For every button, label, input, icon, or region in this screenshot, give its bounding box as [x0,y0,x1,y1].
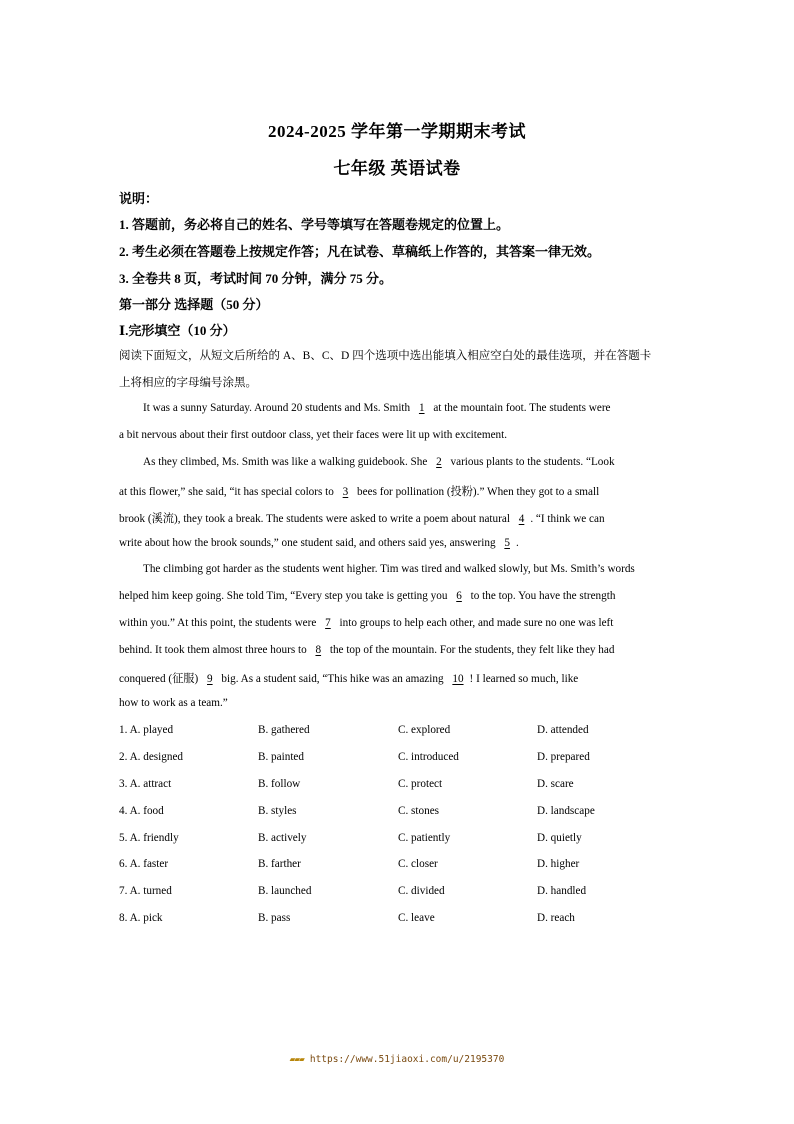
option: 2. A. designed [119,751,184,763]
blank-2: 2 [436,456,442,468]
option: 6. A. faster [119,858,169,870]
exam-subtitle: 七年级 英语试卷 [333,159,461,178]
blank-9: 9 [207,673,213,685]
option: D. quietly [537,832,582,844]
option-row-2 [119,751,679,767]
passage-line: a bit nervous about their first outdoor class, yet their faces were lit up with excitement. [119,429,508,441]
footer-url[interactable]: https://www.51jiaoxi.com/u/2195370 [309,1054,505,1065]
instruction-item-1: 1. 答题前，务必将自己的姓名、学号等填写在答题卷规定的位置上。 [119,217,510,232]
option: D. higher [537,858,580,870]
instructions-label: 说明： [119,191,159,206]
blank-5: 5 [504,537,510,549]
blank-6: 6 [456,590,462,602]
directions-line-1: 阅读下面短文，从短文后所给的 A、B、C、D 四个选项中选出能填入相应空白处的最佳选项，并在答题卡 [119,350,652,362]
option: B. actively [258,832,307,844]
blank-4: 4 [518,513,525,525]
blank-8: 8 [315,644,322,656]
section-title: Ⅰ.完形填空（10 分） [119,323,236,338]
passage-line: conquered (征服) 9 big. As a student said, “This hike was an amazing 10 ! I learned so much, like [119,673,579,685]
option-row-6 [119,858,679,874]
option: D. prepared [537,751,590,763]
passage-line: at this flower,” she said, “it has special colors to 3 bees for pollination (投粉).” When they got to a small [119,486,600,498]
option: D. attended [537,724,589,736]
option: 5. A. friendly [119,832,179,844]
option: D. scare [537,778,574,790]
instruction-item-3: 3. 全卷共 8 页，考试时间 70 分钟，满分 75 分。 [119,271,393,286]
option: C. introduced [398,751,459,763]
option-row-3 [119,778,679,794]
option: C. patiently [398,832,451,844]
option-row-5 [119,832,679,848]
option-row-1 [119,724,679,740]
passage-line: It was a sunny Saturday. Around 20 students and Ms. Smith 1 at the mountain foot. The students were [143,402,611,414]
option: 7. A. turned [119,885,172,897]
option: B. launched [258,885,312,897]
exam-title: 2024-2025 学年第一学期期末考试 [268,122,526,141]
option-row-4 [119,805,679,821]
option: D. landscape [537,805,595,817]
option-row-8 [119,912,679,928]
passage-line: brook (溪流), they took a break. The students were asked to write a poem about natural 4 . “I think we can [119,513,605,525]
option: B. pass [258,912,291,924]
passage-line: write about how the brook sounds,” one student said, and others said yes, answering 5 . [119,537,519,549]
option: 1. A. played [119,724,174,736]
option: B. farther [258,858,301,870]
option: 3. A. attract [119,778,172,790]
blank-10: 10 [452,673,464,685]
option: D. reach [537,912,575,924]
passage-line: helped him keep going. She told Tim, “Every step you take is getting you 6 to the top. You have the strength [119,590,616,602]
option: C. explored [398,724,451,736]
option: B. styles [258,805,297,817]
option: 8. A. pick [119,912,163,924]
option: C. leave [398,912,435,924]
option: C. divided [398,885,445,897]
option-row-7 [119,885,679,901]
passage-line: how to work as a team.” [119,697,228,709]
option: C. closer [398,858,438,870]
option: C. stones [398,805,440,817]
option: B. painted [258,751,304,763]
option: 4. A. food [119,805,164,817]
directions-line-2: 上将相应的字母编号涂黑。 [119,377,257,389]
passage-line: within you.” At this point, the students were 7 into groups to help each other, and made sure no one was left [119,617,614,629]
part-heading: 第一部分 选择题（50 分） [119,297,269,312]
footer-watermark [0,1054,794,1065]
option: D. handled [537,885,587,897]
site-logo-icon: ▰▰▰ [289,1054,304,1065]
blank-3: 3 [342,486,349,498]
passage-line: behind. It took them almost three hours to 8 the top of the mountain. For the students, they felt like they had [119,644,615,656]
blank-7: 7 [325,617,331,629]
instruction-item-2: 2. 考生必须在答题卷上按规定作答；凡在试卷、草稿纸上作答的，其答案一律无效。 [119,244,601,259]
option: C. protect [398,778,443,790]
passage-line: As they climbed, Ms. Smith was like a walking guidebook. She 2 various plants to the students. “Look [143,456,615,468]
option: B. gathered [258,724,310,736]
passage-line: The climbing got harder as the students went higher. Tim was tired and walked slowly, but Ms. Smith’s words [143,563,635,575]
option: B. follow [258,778,301,790]
blank-1: 1 [418,402,425,414]
